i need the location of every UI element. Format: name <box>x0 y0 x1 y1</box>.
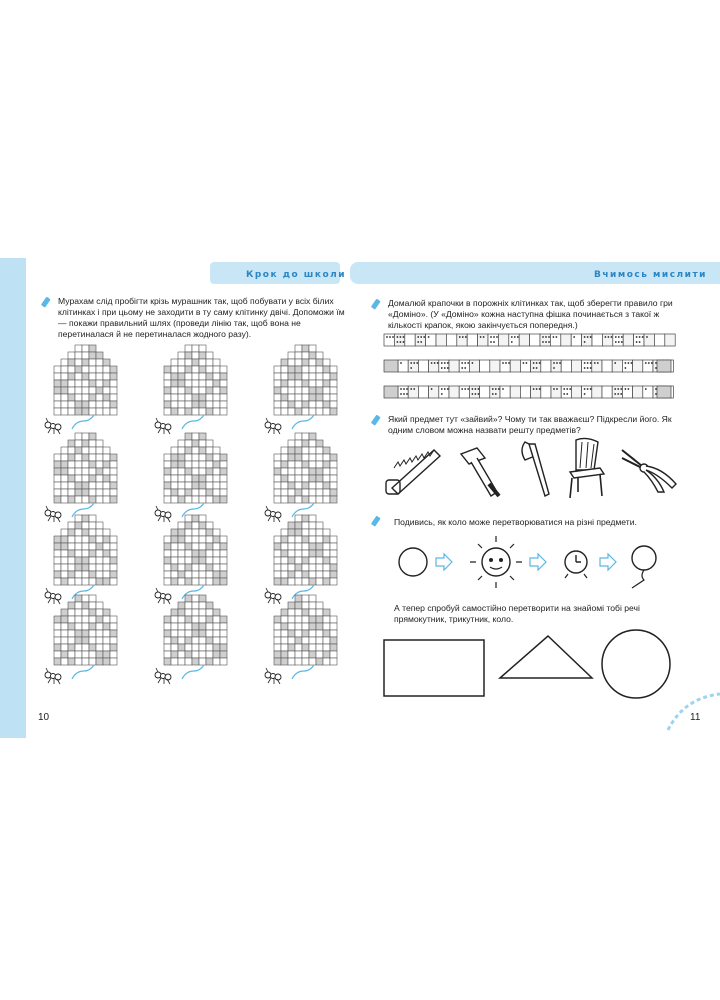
anthill-grid <box>155 345 227 434</box>
domino-cell <box>541 386 551 398</box>
ant-icon <box>155 668 171 684</box>
domino-cell <box>446 334 456 346</box>
arrow-icon <box>600 554 616 570</box>
pencil-icon <box>370 515 384 529</box>
domino-cell <box>582 386 592 398</box>
domino-cell <box>490 360 500 372</box>
domino-cell <box>500 360 510 372</box>
domino-cell <box>459 360 469 372</box>
domino-cell <box>531 386 541 398</box>
sun-icon <box>470 536 522 588</box>
domino-cell <box>488 334 498 346</box>
domino-cell <box>633 386 643 398</box>
domino-cell <box>571 360 581 372</box>
domino-cell <box>394 334 404 346</box>
anthill-grid <box>265 433 337 522</box>
domino-cell <box>541 360 551 372</box>
domino-task-text: Домалюй крапочки в порожніх клітинках так, щоб зберегти правило гри «Доміно». (У «Доміно» кожна наступна фішка починається з такої ж кількості крапок, якою закінчується попередня.) <box>388 298 673 330</box>
domino-cell <box>602 386 612 398</box>
domino-chain <box>384 332 680 404</box>
domino-cell <box>398 386 408 398</box>
domino-cell <box>490 386 500 398</box>
rectangle-icon <box>384 640 484 696</box>
domino-cell <box>622 360 632 372</box>
saw-icon <box>384 440 444 496</box>
domino-cell <box>457 334 467 346</box>
circle-icon <box>602 630 670 698</box>
shapes-row <box>380 628 680 700</box>
ant-icon <box>265 588 281 604</box>
domino-cell <box>500 386 510 398</box>
ant-icon <box>265 418 281 434</box>
anthill-grid <box>155 515 227 604</box>
domino-cell <box>540 334 550 346</box>
hammer-icon <box>455 444 507 500</box>
anthill-grid <box>45 595 117 684</box>
circle-icon <box>399 548 427 576</box>
shapes-task-text: А тепер спробуй самостійно перетворити на знайомі тобі речі прямокутник, трикутник, коло. <box>394 603 640 624</box>
page-number-left: 10 <box>38 712 50 723</box>
domino-cell <box>551 386 561 398</box>
domino-cell <box>510 386 520 398</box>
right-header-title: Вчимось мислити <box>594 270 707 280</box>
domino-cell <box>571 386 581 398</box>
domino-cell <box>520 360 530 372</box>
domino-cell <box>459 386 469 398</box>
ant-icon <box>45 588 61 604</box>
anthill-grid <box>45 515 117 604</box>
domino-cell <box>449 360 459 372</box>
domino-cell <box>439 386 449 398</box>
domino-cell <box>480 360 490 372</box>
ant-icon <box>155 506 171 522</box>
circle-transformations <box>396 534 686 592</box>
domino-cell <box>551 360 561 372</box>
domino-cell <box>592 386 602 398</box>
domino-cell <box>408 360 418 372</box>
domino-cell <box>510 360 520 372</box>
anthill-grid <box>155 433 227 522</box>
domino-cell <box>426 334 436 346</box>
domino-cell <box>654 334 664 346</box>
domino-cell <box>408 386 418 398</box>
domino-cell <box>531 360 541 372</box>
ant-icon <box>155 418 171 434</box>
anthill-grid <box>265 345 337 434</box>
domino-cell <box>509 334 519 346</box>
domino-cell <box>582 360 592 372</box>
circle-task-text: Подивись, як коло може перетворюватися на різні предмети. <box>394 517 637 527</box>
domino-cell <box>405 334 415 346</box>
pliers-icon <box>618 444 680 494</box>
domino-cell <box>469 386 479 398</box>
domino-cell <box>561 386 571 398</box>
domino-cell <box>561 334 571 346</box>
pencil-icon <box>40 296 54 310</box>
domino-cell <box>520 386 530 398</box>
domino-cell <box>384 334 394 346</box>
ant-icon <box>45 418 61 434</box>
anthill-grid <box>45 345 117 434</box>
arrow-icon <box>436 554 452 570</box>
domino-cell <box>665 334 675 346</box>
clock-icon <box>565 551 587 578</box>
domino-cell <box>429 386 439 398</box>
pencil-icon <box>370 298 384 312</box>
balloon-icon <box>632 546 656 588</box>
domino-cell <box>449 386 459 398</box>
odd-task-text: Який предмет тут «зайвий»? Чому ти так вважаєш? Підкресли його. Як одним словом можна назвати решту предметів? <box>388 414 672 435</box>
ant-icon <box>155 588 171 604</box>
domino-cell <box>592 360 602 372</box>
arrow-icon <box>530 554 546 570</box>
domino-cell <box>623 334 633 346</box>
anthill-grid <box>265 515 337 604</box>
domino-cell <box>602 334 612 346</box>
domino-cell <box>478 334 488 346</box>
chair-icon <box>564 436 608 502</box>
domino-cell <box>467 334 477 346</box>
axe-icon <box>515 436 555 500</box>
domino-cell <box>550 334 560 346</box>
domino-cell <box>439 360 449 372</box>
domino-cell <box>571 334 581 346</box>
domino-cell <box>418 360 428 372</box>
anthill-grid <box>265 595 337 684</box>
domino-cell <box>602 360 612 372</box>
domino-cell <box>530 334 540 346</box>
domino-cell <box>634 334 644 346</box>
domino-cell <box>436 334 446 346</box>
domino-cell <box>429 360 439 372</box>
domino-cell <box>561 360 571 372</box>
domino-cell <box>418 386 428 398</box>
domino-cell <box>480 386 490 398</box>
domino-cell <box>613 334 623 346</box>
domino-cell <box>643 360 653 372</box>
ant-icon <box>45 668 61 684</box>
domino-cell <box>498 334 508 346</box>
anthill-grid <box>155 595 227 684</box>
anthill-grid <box>45 433 117 522</box>
page-number-right: 11 <box>690 712 701 723</box>
domino-cell <box>398 360 408 372</box>
domino-cell <box>469 360 479 372</box>
ant-icon <box>45 506 61 522</box>
domino-cell <box>582 334 592 346</box>
domino-cell <box>519 334 529 346</box>
triangle-icon <box>500 636 592 678</box>
domino-cell <box>633 360 643 372</box>
domino-cell <box>592 334 602 346</box>
domino-cell <box>612 386 622 398</box>
left-page-edge <box>0 258 26 738</box>
left-header-title: Крок до школи <box>246 270 347 280</box>
domino-cell <box>644 334 654 346</box>
ant-icon <box>265 506 281 522</box>
domino-cell <box>643 386 653 398</box>
domino-cell <box>612 360 622 372</box>
ant-icon <box>265 668 281 684</box>
pencil-icon <box>370 414 384 428</box>
domino-cell <box>415 334 425 346</box>
domino-cell <box>622 386 632 398</box>
anthill-grids <box>40 345 350 700</box>
left-task-text: Мурахам слід пробігти крізь мурашник так, щоб побувати у всіх білих клітинках і при цьому не заходити в ту саму клітинку двічі. Допоможи їм — покажи правильний шлях (проведи лінію так, щоб вона не перетиналася й не перетиналася жодного разу). <box>58 296 345 339</box>
